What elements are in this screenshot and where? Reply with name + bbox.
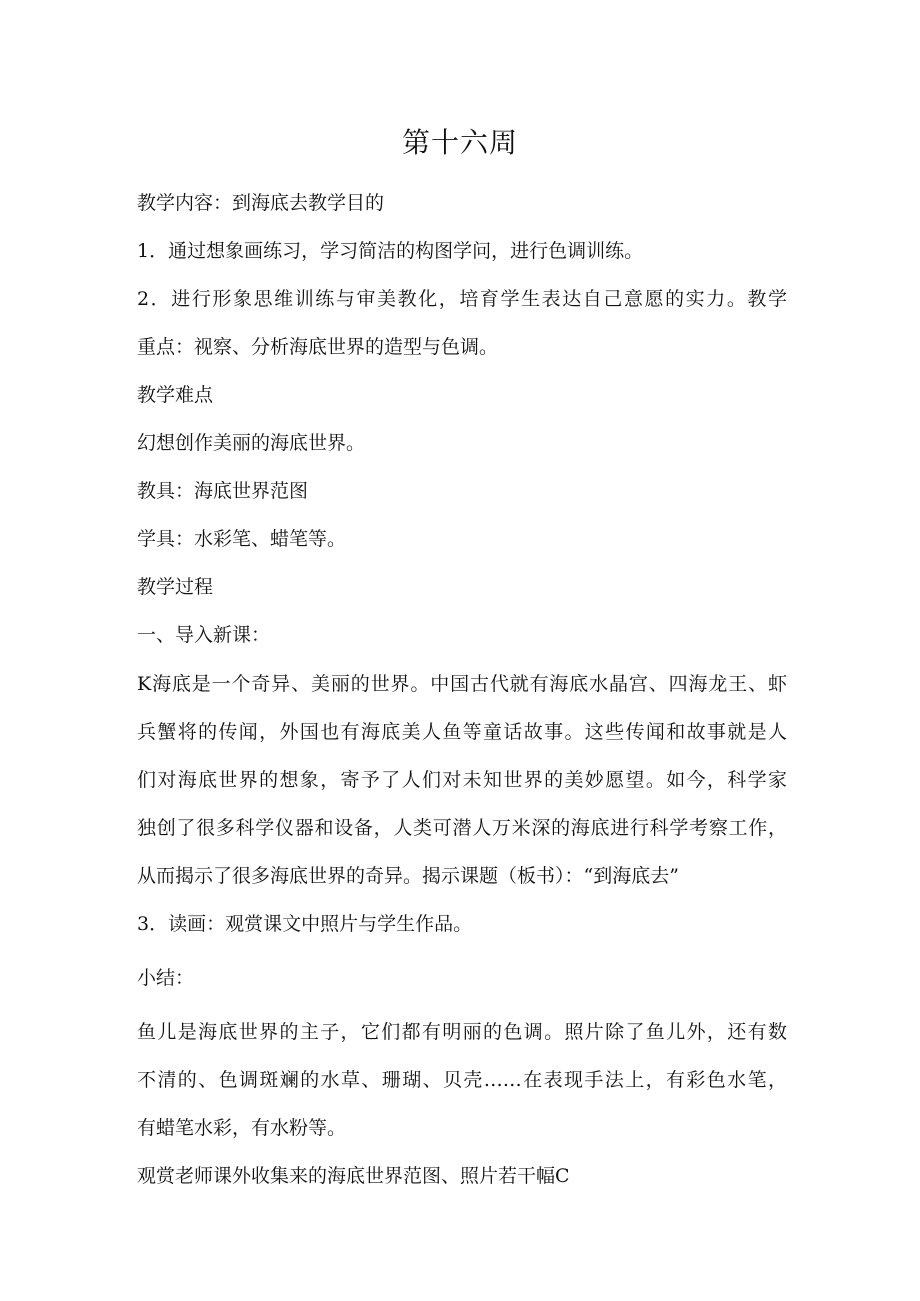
text-line-objective-2: 2．进行形象思维训练与审美教化，培育学生表达自己意愿的实力。教学 xyxy=(137,288,787,310)
text-line-teaching-aids: 教具：海底世界范图 xyxy=(137,480,309,502)
text-line-reading: 3．读画：观赏课文中照片与学生作品。 xyxy=(137,913,473,935)
text-line-student-tools: 学具：水彩笔、蜡笔等。 xyxy=(137,528,347,550)
text-line-key-points: 重点：视察、分析海底世界的造型与色调。 xyxy=(137,336,499,358)
text-line-intro-heading: 一、导入新课： xyxy=(137,624,271,646)
paragraph-line: 不清的、色调斑斓的水草、珊瑚、贝壳……在表现手法上，有彩色水笔， xyxy=(137,1069,787,1091)
text-line-difficulty-heading: 教学难点 xyxy=(137,384,214,406)
paragraph-line: K海底是一个奇异、美丽的世界。中国古代就有海底水晶宫、四海龙王、虾 xyxy=(137,673,787,695)
paragraph-line: 兵蟹将的传闻，外国也有海底美人鱼等童话故事。这些传闻和故事就是人 xyxy=(137,721,787,743)
text-line-process-heading: 教学过程 xyxy=(137,576,214,598)
page-title: 第十六周 xyxy=(401,126,518,159)
text-line-summary-heading: 小结： xyxy=(137,967,195,989)
paragraph-line: 独创了很多科学仪器和设备，人类可潜人万米深的海底进行科学考察工作， xyxy=(137,817,787,839)
text-line-observation: 观赏老师课外收集来的海底世界范图、照片若干幅C xyxy=(137,1165,570,1187)
paragraph-line: 鱼儿是海底世界的主子，它们都有明丽的色调。照片除了鱼儿外，还有数 xyxy=(137,1021,787,1043)
text-line-teaching-content: 教学内容：到海底去教学目的 xyxy=(137,192,385,214)
text-line-difficulty: 幻想创作美丽的海底世界。 xyxy=(137,432,366,454)
paragraph-line: 从而揭示了很多海底世界的奇异。揭示课题（板书）：“到海底去” xyxy=(137,865,679,887)
paragraph-line: 们对海底世界的想象，寄予了人们对未知世界的美妙愿望。如今，科学家 xyxy=(137,769,787,791)
paragraph-line: 有蜡笔水彩，有水粉等。 xyxy=(137,1117,347,1139)
text-line-objective-1: 1．通过想象画练习，学习简洁的构图学问，进行色调训练。 xyxy=(137,240,644,262)
